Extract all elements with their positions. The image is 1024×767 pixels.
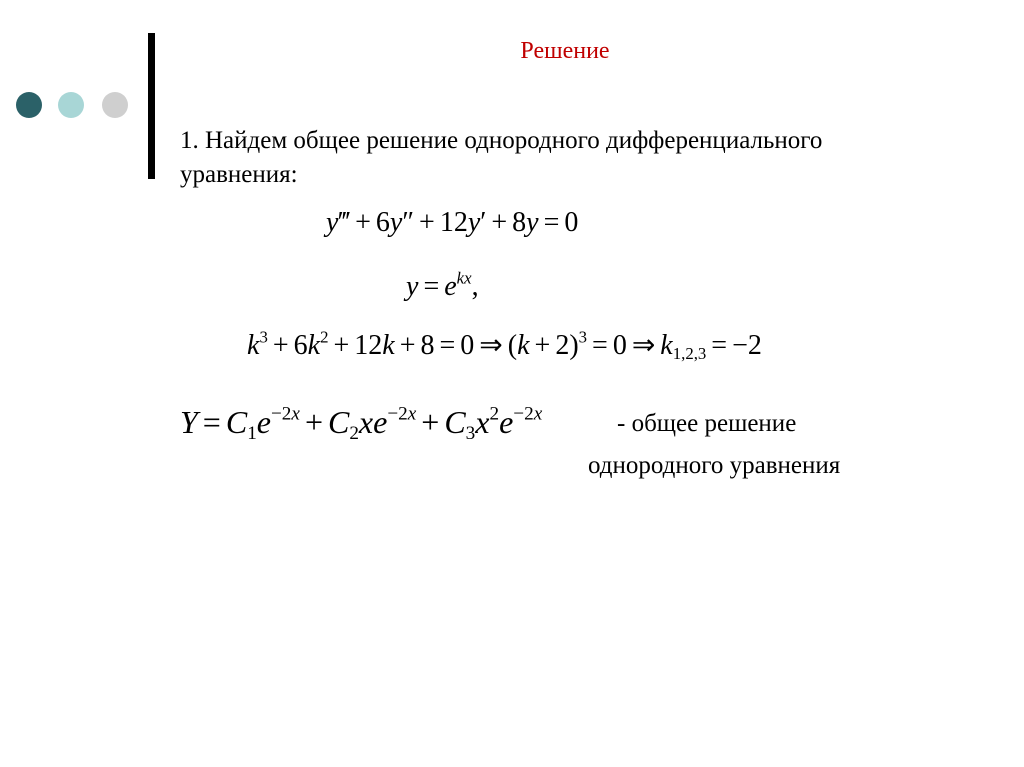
general-solution-equation: $Y = C_1e^{-2x} + C_2xe^{-2x} + C_3x^2e^{-2x}$: [180, 403, 543, 444]
decor-dot-dark: [16, 92, 42, 118]
step-text-line1: 1. Найдем общее решение однородного дифференциального: [180, 127, 823, 154]
substitution-equation: $y = e^{kx}$,: [406, 268, 479, 302]
ode-equation: y‴ + 6y″ + 12y′ + 8y = 0: [326, 207, 579, 238]
step-text-line2: уравнения:: [180, 161, 298, 188]
slide-title: Решение: [520, 38, 610, 64]
decor-dot-gray: [102, 92, 128, 118]
note-line1: - общее решение: [617, 410, 797, 437]
note-line2: однородного уравнения: [588, 452, 841, 479]
decor-dot-teal: [58, 92, 84, 118]
characteristic-equation: $k^3 + 6k^2 + 12k + 8 = 0$ ⇒ $(k + 2)^3 = 0$ ⇒ $k_{1,2,3} = -2$: [247, 327, 762, 364]
